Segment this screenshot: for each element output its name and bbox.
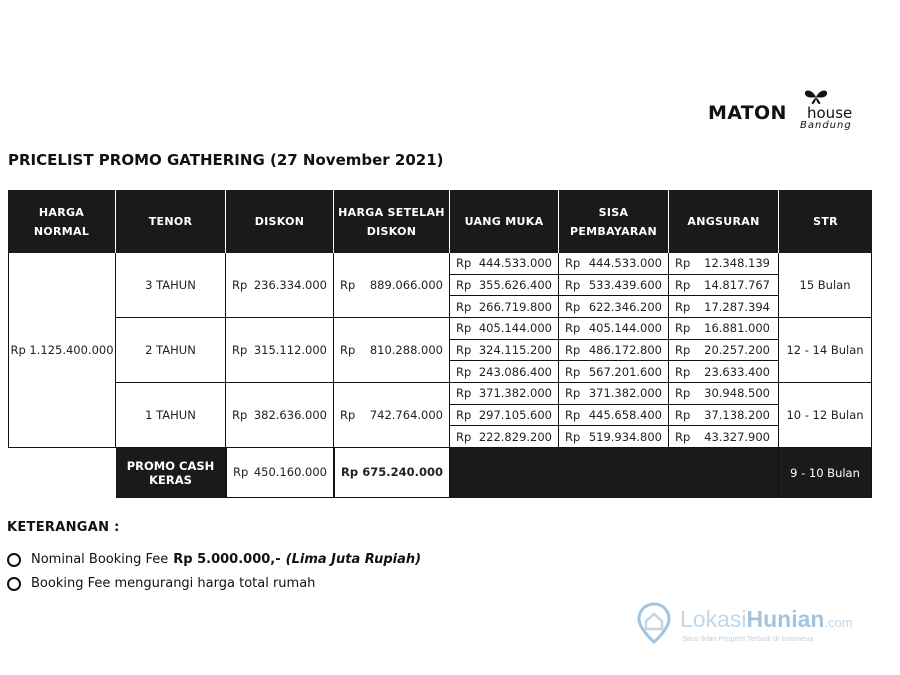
note-item [7,576,315,591]
promo-cash-label: PROMO CASH KERAS [116,448,226,498]
pricelist-table [8,190,872,498]
notes-heading: KETERANGAN : [7,520,120,535]
angsuran-cell: Rp 16.881.000 [669,318,779,340]
header-diskon: DISKON [226,190,334,253]
header-str: STR [779,190,872,253]
note-amount-words: (Lima Juta Rupiah) [285,552,422,567]
header-harga-normal: HARGA NORMAL [8,190,116,253]
uang-muka-cell: Rp 355.626.400 [450,275,559,297]
header-tenor: TENOR [116,190,226,253]
uang-muka-cell: Rp 324.115.200 [450,340,559,362]
harga-setelah-cell: Rp 810.288.000 [334,318,450,383]
angsuran-cell: Rp 43.327.900 [669,426,779,448]
angsuran-cell: Rp 12.348.139 [669,253,779,275]
sisa-pembayaran-cell: Rp 405.144.000 [559,318,669,340]
harga-setelah-cell: Rp 889.066.000 [334,253,450,318]
maton-house-logo [708,88,878,136]
page-title: PRICELIST PROMO GATHERING (27 November 2021) [8,151,444,169]
angsuran-cell: Rp 23.633.400 [669,361,779,383]
cash-diskon-cell: Rp 450.160.000 [226,448,334,498]
harga-setelah-cell: Rp 742.764.000 [334,383,450,448]
str-cell: 15 Bulan [779,253,872,318]
sisa-pembayaran-cell: Rp 486.172.800 [559,340,669,362]
sisa-pembayaran-cell: Rp 444.533.000 [559,253,669,275]
harga-normal-cell: Rp 1.125.400.000 [8,253,116,448]
cash-str-cell: 9 - 10 Bulan [779,448,872,498]
angsuran-cell: Rp 30.948.500 [669,383,779,405]
angsuran-cell: Rp 20.257.200 [669,340,779,362]
cash-harga-setelah-cell: Rp 675.240.000 [334,448,450,498]
angsuran-cell: Rp 17.287.394 [669,296,779,318]
angsuran-cell: Rp 14.817.767 [669,275,779,297]
note-text: Nominal Booking Fee [31,552,169,567]
lokasihunian-watermark [636,600,866,650]
tenor-cell: 1 TAHUN [116,383,226,448]
uang-muka-cell: Rp 243.086.400 [450,361,559,383]
location-pin-icon [636,602,672,644]
cash-black-block [450,448,779,498]
uang-muka-cell: Rp 297.105.600 [450,405,559,427]
note-text: Booking Fee mengurangi harga total rumah [31,576,316,591]
uang-muka-cell: Rp 405.144.000 [450,318,559,340]
note-item [7,552,421,567]
uang-muka-cell: Rp 222.829.200 [450,426,559,448]
circle-bullet-icon [7,577,21,591]
sisa-pembayaran-cell: Rp 533.439.600 [559,275,669,297]
sisa-pembayaran-cell: Rp 622.346.200 [559,296,669,318]
diskon-cell: Rp 236.334.000 [226,253,334,318]
uang-muka-cell: Rp 444.533.000 [450,253,559,275]
logo-brand: MATON [708,102,787,124]
diskon-cell: Rp 382.636.000 [226,383,334,448]
notes-section [7,520,422,591]
str-cell: 12 - 14 Bulan [779,318,872,383]
sisa-pembayaran-cell: Rp 371.382.000 [559,383,669,405]
circle-bullet-icon [7,553,21,567]
watermark-tagline: Situs Iklan Properti Terbaik di Indonesia [682,634,814,643]
watermark-name: LokasiHunian.com [680,606,853,632]
uang-muka-cell: Rp 266.719.800 [450,296,559,318]
angsuran-cell: Rp 37.138.200 [669,405,779,427]
header-angsuran: ANGSURAN [669,190,779,253]
str-cell: 10 - 12 Bulan [779,383,872,448]
header-harga-setelah-diskon: HARGA SETELAH DISKON [334,190,450,253]
sisa-pembayaran-cell: Rp 519.934.800 [559,426,669,448]
logo-city: Bandung [800,120,852,131]
note-amount: Rp 5.000.000,- [173,552,281,567]
diskon-cell: Rp 315.112.000 [226,318,334,383]
header-uang-muka: UANG MUKA [450,190,559,253]
logo-house: house [807,104,853,122]
tenor-cell: 2 TAHUN [116,318,226,383]
tenor-cell: 3 TAHUN [116,253,226,318]
sisa-pembayaran-cell: Rp 567.201.600 [559,361,669,383]
sisa-pembayaran-cell: Rp 445.658.400 [559,405,669,427]
uang-muka-cell: Rp 371.382.000 [450,383,559,405]
header-sisa-pembayaran: SISA PEMBAYARAN [559,190,669,253]
